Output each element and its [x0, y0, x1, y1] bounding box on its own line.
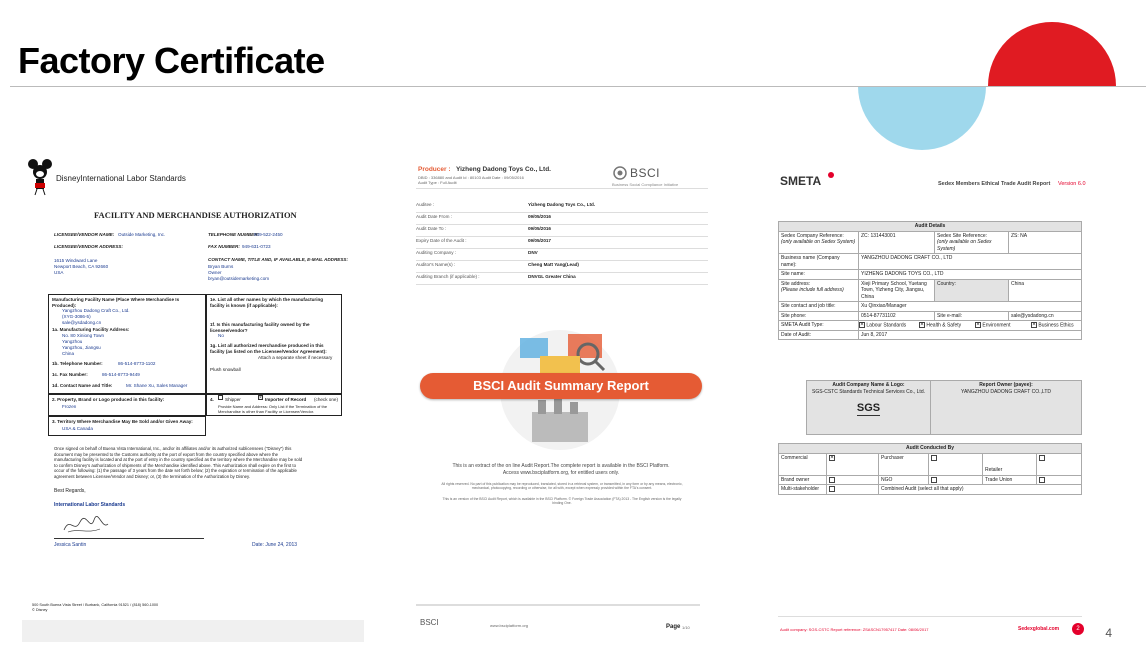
disney-heading: FACILITY AND MERCHANDISE AUTHORIZATION	[94, 210, 297, 220]
bsci-footer-rule	[416, 604, 700, 606]
contact-line: bryan@outsidemarketing.com	[208, 276, 270, 281]
phone-label: TELEPHONE NUMBER:	[208, 232, 260, 237]
contact-line: Bryan Burns	[208, 264, 234, 269]
bsci-row-value: Yizheng Dadong Toys Co., Ltd.	[528, 202, 596, 207]
regards: Best Regards,	[54, 488, 86, 494]
q4-importer: Importer of Record	[265, 397, 307, 402]
bsci-summary-banner: BSCI Audit Summary Report	[420, 373, 702, 399]
audit-type-environment: Environment	[982, 322, 1011, 329]
q1a-value: Yangzhou	[62, 339, 83, 344]
smeta-version: Version 6.0	[1058, 181, 1086, 187]
bsci-row-label: Audit Date From :	[416, 214, 452, 219]
audit-type: Audit Type : Full Audit	[418, 180, 457, 185]
q2-value: Frozen	[62, 404, 77, 409]
bsci-row-value: 09/05/2017	[528, 238, 551, 243]
licensee-label: LICENSEE/VENDOR NAME:	[54, 232, 115, 237]
retailer-checkbox[interactable]	[1039, 455, 1045, 461]
q1b-label: 1b. Telephone Number:	[52, 361, 103, 366]
audit-details-table	[778, 221, 1082, 340]
bsci-row-value: 09/05/2016	[528, 226, 551, 231]
site-address-label: Site address:	[781, 280, 811, 287]
q1d-value: Mr. Shane Xu, Sales Manager	[126, 383, 188, 388]
bsci-footer-url: www.bsciplatform.org	[490, 623, 529, 628]
authorization-paragraph: Once signed on behalf of Buena Vista International, Inc., and/or its affiliates and/or its authorized sublicensees ("Disney") this document may be presented to the Customs authority at the port of export from the country specified above where the manufacturing facility is located and at the port of entry in the country specified as the territory where the Merchandise may be sold to confirm Disney's authorization of shipments of the Merchandise identified above. This Authorization shall expire on the first to occur of the following: (1) the passage of 3 years from the date set forth below; (2) the expiration or termination of the applicable agreement between Licensee/Vendor and Disney; or, (3) the termination of the Authorization by Disney.	[54, 446, 303, 479]
q4-note: Provide Name and Address: Only List if the Termination of the Merchandise is other than Facility or Licensee/Vendor.	[218, 404, 328, 415]
bsci-row-value: 09/05/2016	[528, 214, 551, 219]
bsci-divider	[416, 188, 708, 189]
site-address-value: Xieji Primary School, Yuetang Town, Yizheng City, Jiangsu, China	[859, 279, 935, 302]
combined-audit-label: Combined Audit (select all that apply)	[879, 485, 1082, 495]
conducted-by-header: Audit Conducted By	[779, 444, 1082, 454]
labour-checkbox[interactable]: ×	[860, 322, 864, 328]
sedex-site-ref-note: (only available on Sedex System)	[937, 239, 992, 252]
signature-icon	[60, 514, 110, 536]
smeta-audit-document	[770, 150, 1090, 642]
audit-company-table	[806, 380, 1082, 435]
signoff: International Labor Standards	[54, 502, 126, 508]
site-email-value: sale@ysdadong.cn	[1009, 311, 1082, 321]
bsci-logo-icon	[612, 166, 628, 180]
smeta-footer-url: Sedexglobal.com	[1018, 626, 1060, 632]
signed-date: Date: June 24, 2013	[252, 542, 298, 548]
r1f-label: 1f. Is this manufacturing facility owned by the licensee/vendor?	[210, 322, 310, 333]
date-of-audit-value: Jun 8, 2017	[859, 330, 1082, 340]
address-line: USA	[54, 270, 64, 275]
bsci-table-row	[416, 226, 708, 237]
business-name-value: YANGZHOU DADONG CRAFT CO., LTD	[859, 254, 1082, 270]
commercial-checkbox[interactable]: ×	[830, 454, 834, 461]
bsci-row-label: Auditing Branch (if applicable) :	[416, 274, 480, 279]
bsci-meta: DBID : 336880 and Audit Id : 80103 Audit Date : 09/05/2016	[418, 175, 524, 180]
r1f-value: No	[218, 333, 224, 338]
audit-details-header: Audit Details	[779, 222, 1082, 232]
q2-label: 2. Property, Brand or Logo produced in this facility:	[52, 397, 165, 402]
bsci-extract: This is an extract of the on line Audit Report.The complete report is available in the BSCI Platform.	[452, 463, 670, 469]
sedex-company-ref-note: (only available on Sedex System)	[781, 239, 856, 245]
report-owner-label: Report Owner (payee):	[979, 382, 1033, 388]
signature-line	[54, 538, 204, 539]
q4-check: (check one)	[314, 397, 339, 402]
site-contact-value: Xu Qinxiao/Manager	[859, 302, 1082, 312]
q1c-value: 86-514-8773-9449	[102, 372, 140, 377]
sedex-site-ref-label: Sedex Site Reference:	[937, 232, 988, 239]
smeta-dot-icon	[826, 170, 836, 180]
q4-label: 4.	[210, 397, 214, 402]
audit-type-label: SMETA Audit Type:	[779, 321, 859, 331]
q1d-label: 1d. Contact Name and Title:	[52, 383, 113, 388]
licensee-value: Outside Marketing, Inc.	[118, 232, 166, 237]
site-address-note: (Please include full address)	[781, 287, 844, 293]
q1c-label: 1c. Fax Number:	[52, 372, 88, 377]
q1b-value: 86-514-8773-1102	[118, 361, 156, 366]
ngo-checkbox[interactable]	[931, 477, 937, 483]
address-line: Newport Beach, CA 92660	[54, 264, 109, 269]
sedex-company-ref-value: ZC: 131443001	[859, 231, 935, 254]
bsci-row-value: Cheng Matt Yang(Lead)	[528, 262, 579, 267]
q1-value: sale@ysdadong.cn	[62, 320, 102, 325]
q1a-value: Yangzhou, Jiangsu	[62, 345, 101, 350]
r1e-label: 1e. List all other names by which the manufacturing facility is known (if applicable):	[210, 297, 324, 308]
red-half-circle	[988, 22, 1116, 86]
sgs-logo: SGS	[857, 401, 880, 416]
slide-number: 4	[1105, 626, 1112, 640]
ngo-label: NGO	[879, 475, 929, 485]
sedex-company-ref-label: Sedex Company Reference:	[781, 232, 844, 239]
commercial-label: Commercial	[779, 453, 827, 475]
audit-company-name: SGS-CSTC Standards Technical Services Co., Ltd.	[811, 388, 925, 395]
business-name-label: Business name (Company name):	[779, 254, 859, 270]
contact-label: CONTACT NAME, TITLE AND, IF AVAILABLE, E-MAIL ADDRESS:	[208, 257, 349, 262]
r1g-note: Attach a separate sheet if necessary	[258, 355, 333, 360]
site-name-label: Site name:	[779, 270, 859, 280]
country-label: Country:	[935, 279, 1009, 302]
producer-label: Producer :	[418, 166, 451, 173]
bsci-page-label: Page	[666, 624, 681, 630]
q1a-label: 1a. Manufacturing Facility Address:	[52, 327, 130, 332]
q1-value: Yangzhou Dadong Craft Co., Ltd.	[62, 308, 130, 313]
smeta-page-badge: 2	[1072, 623, 1084, 635]
bsci-row-value: DNVGL Greater China	[528, 274, 576, 279]
address-line: 1615 Windward Lane	[54, 258, 98, 263]
producer-value: Yizheng Dadong Toys Co., Ltd.	[456, 166, 551, 173]
q1-value: (XYG-3086-5)	[62, 314, 91, 319]
report-owner-value: YANGZHOU DADONG CRAFT CO.,LTD	[960, 388, 1051, 395]
retailer-label: Retailer	[983, 453, 1037, 475]
trade-union-checkbox[interactable]	[1039, 477, 1045, 483]
smeta-footer-text: Audit company: SGS-CSTC Report reference: ZSASCN17957417 Date: 08/06/2017	[780, 627, 929, 632]
audit-company-label: Audit Company Name & Logo:	[832, 382, 905, 388]
signer-name: Jessica Santin	[54, 542, 87, 548]
fax-label: FAX NUMBER:	[208, 244, 240, 249]
r1g-label: 1g. List all authorized merchandise produced in this facility (as listed on the Licensee/Vendor Agreement):	[210, 343, 327, 354]
bsci-row-label: Auditor's Name(s) :	[416, 262, 456, 267]
brand-owner-label: Brand owner	[779, 475, 827, 485]
site-email-label: Site e-mail:	[935, 311, 1009, 321]
bsci-row-value: DNV	[528, 250, 538, 255]
date-of-audit-label: Date of Audit:	[779, 330, 859, 340]
bsci-table-row	[416, 274, 708, 285]
audit-conducted-by-table	[778, 443, 1082, 495]
bsci-disclaimer: This is an version of the BSCI Audit Report, which is available in the BSCI Platform. © Foreign Trade Association (FTA) 2013 - The English version is the legally binding One.	[442, 497, 682, 506]
purchaser-label: Purchaser	[879, 453, 929, 475]
site-phone-label: Site phone:	[779, 311, 859, 321]
health-checkbox[interactable]: ×	[920, 322, 924, 328]
bsci-row-label: Auditee :	[416, 202, 435, 207]
bsci-rights: All rights reserved. No part of this publication may be reproduced, translated, stored in a retrieval system, or transmitted, in any form or by any means, electronic, mechanical, photocopying, recording or otherwise, for all with, except when expressly provided within the FTA's consent.	[441, 482, 683, 491]
site-name-value: YIZHENG DADONG TOYS CO., LTD	[859, 270, 1082, 280]
q1-label: Manufacturing Facility Name (Place Where Merchandise Is Produced):	[52, 297, 180, 308]
site-phone-value: 0514-87731102	[859, 311, 935, 321]
bsci-table-row	[416, 214, 708, 225]
bsci-row-label: Expiry Date of the Audit :	[416, 238, 467, 243]
smeta-report-title: Sedex Members Ethical Trade Audit Report	[938, 181, 1051, 187]
phone-value: 949-522-2450	[254, 232, 283, 237]
blue-half-circle	[858, 86, 986, 150]
sedex-site-ref-value: ZS: NA	[1009, 231, 1082, 254]
bsci-footer-logo: BSCI	[420, 618, 439, 627]
purchaser-checkbox[interactable]	[931, 455, 937, 461]
brand-owner-checkbox[interactable]	[829, 477, 835, 483]
bsci-page-value: 1/10	[682, 625, 690, 630]
smeta-logo: SMETA	[780, 174, 822, 188]
bsci-table-row	[416, 202, 708, 213]
contact-line: Owner	[208, 270, 222, 275]
site-contact-label: Site contact and job title:	[779, 302, 859, 312]
audit-type-ethics: Business Ethics	[1038, 322, 1074, 329]
multi-stakeholder-checkbox[interactable]	[829, 486, 835, 492]
bsci-row-label: Auditing Company :	[416, 250, 457, 255]
bsci-row-label: Audit Date To :	[416, 226, 447, 231]
audit-type-labour: Labour Standards	[866, 322, 907, 329]
multi-stakeholder-label: Multi-stakeholder	[779, 485, 827, 495]
disney-authorization-document	[22, 150, 364, 642]
q1a-value: No. 80 Xiniong Town	[62, 333, 105, 338]
r1g-value: Plush snowball	[210, 367, 241, 372]
mickey-logo-icon	[26, 158, 54, 196]
q3-label: 3. Territory Where Merchandise May Be Sold and/or Given Away:	[52, 419, 193, 424]
disney-footer: 500 South Buena Vista Street / Burbank, California 91521 / (818) 560-1000	[32, 603, 159, 607]
trade-union-label: Trade Union	[983, 475, 1037, 485]
disney-footer-copyright: © Disney	[32, 608, 48, 612]
audit-type-health: Health & Safety	[926, 322, 962, 329]
bsci-access: Access www.bsciplatform.org, for entitled users only.	[502, 470, 620, 476]
bsci-logo: BSCI	[630, 166, 661, 180]
bsci-table-row	[416, 250, 708, 261]
environment-checkbox[interactable]: ×	[976, 322, 980, 328]
bsci-logo-sub: Business Social Compliance Initiative	[612, 182, 679, 187]
slide-title: Factory Certificate	[18, 40, 325, 81]
smeta-footer-rule	[778, 616, 1082, 617]
bsci-table-row	[416, 262, 708, 273]
disney-brand-script: Disney	[56, 174, 81, 183]
q3-value: USA & Canada	[62, 426, 93, 431]
bsci-table-row	[416, 238, 708, 249]
fax-value: 949-631-0723	[242, 244, 271, 249]
ethics-checkbox[interactable]: ×	[1032, 322, 1036, 328]
q4-shipper: Shipper	[225, 397, 241, 402]
q1a-value: China	[62, 351, 75, 356]
importer-checkbox[interactable]: ×	[259, 395, 262, 401]
licensee-address-label: LICENSEE/VENDOR ADDRESS:	[54, 244, 124, 249]
country-value: China	[1009, 279, 1082, 302]
bsci-audit-document	[410, 150, 710, 642]
title-divider	[10, 86, 1146, 87]
shipper-checkbox[interactable]	[218, 395, 223, 400]
disney-brand-text: International Labor Standards	[80, 174, 186, 183]
